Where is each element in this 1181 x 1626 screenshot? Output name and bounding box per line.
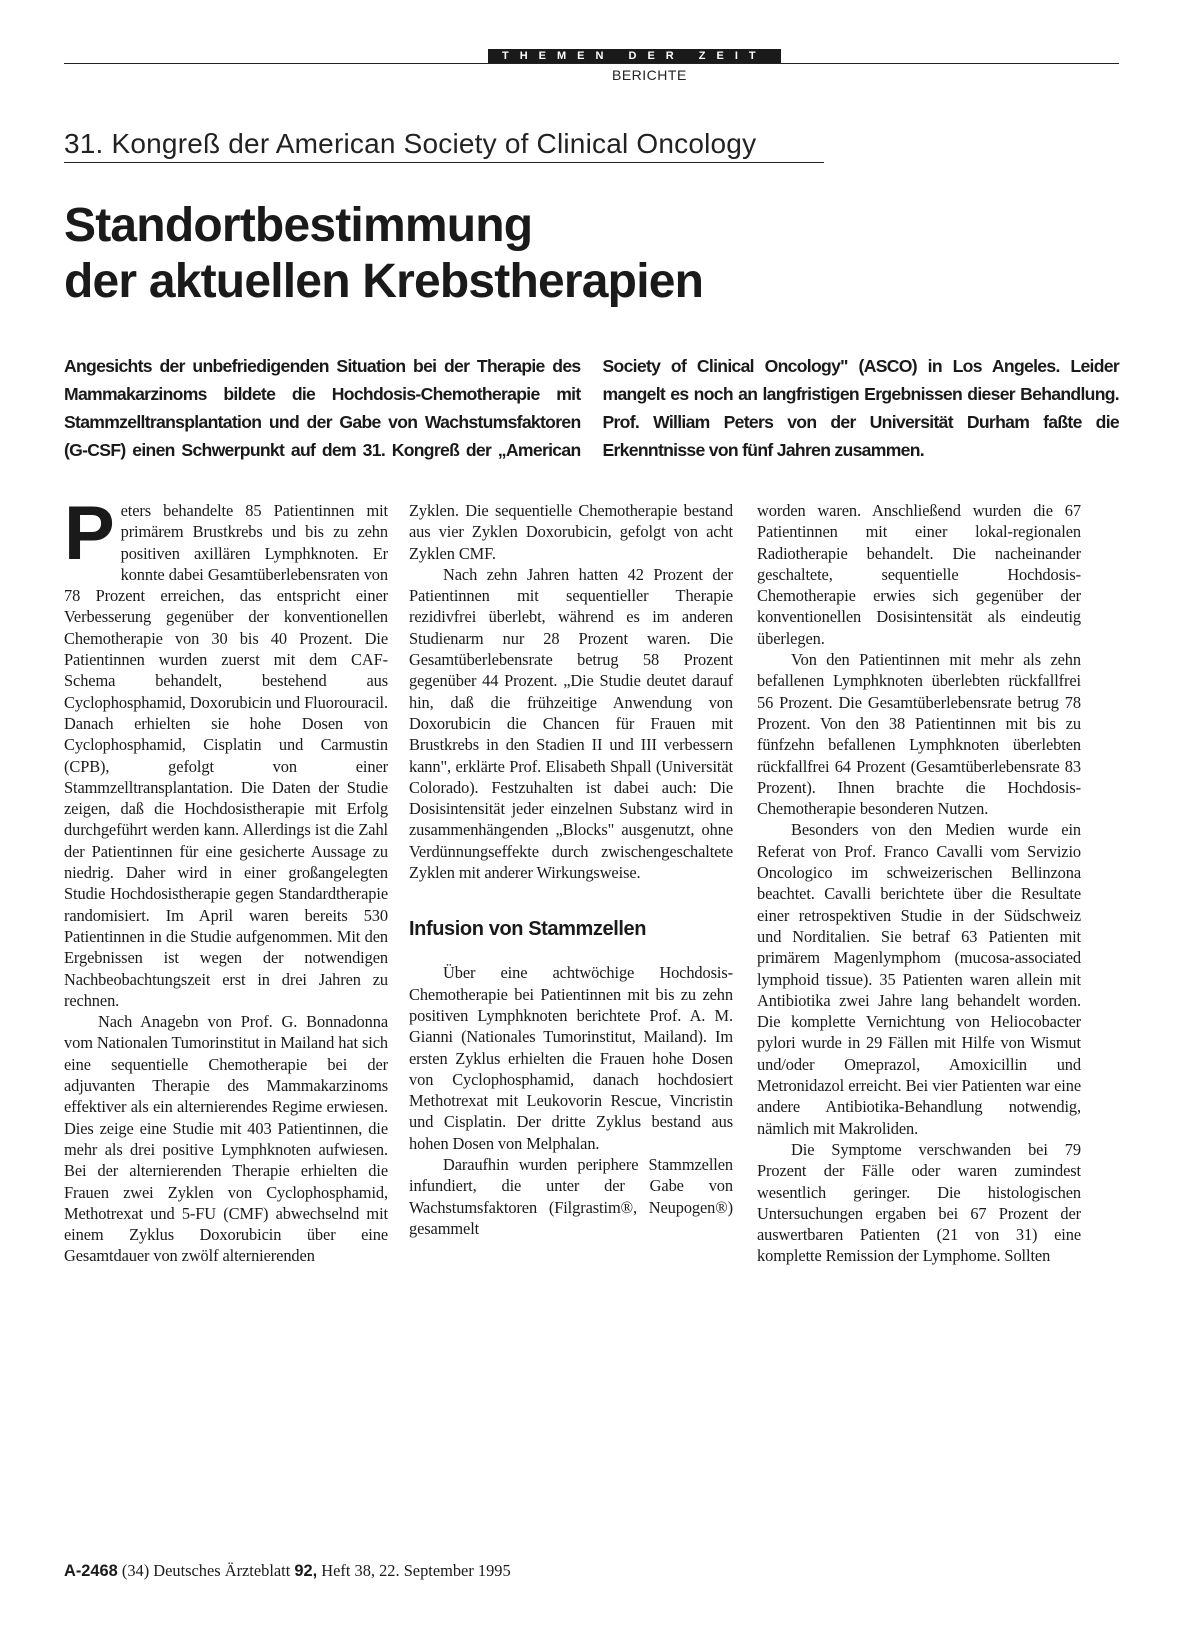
paragraph-text: eters behandelte 85 Patientinnen mit primärem Brustkrebs und bis zu zehn positiven axillären Lymphknoten. Er konnte dabei Gesamtüberlebensraten von 78 Prozent erreichen, das entspricht einer Verbesserung gegenüber der konventionellen Chemotherapie von 30 bis 40 Prozent. Die Patientinnen wurden zuerst mit dem CAF-Schema behandelt, bestehend aus Cyclophosphamid, Doxorubicin und Fluorouracil. Danach erhielten sie hohe Dosen von Cyclophosphamid, Cisplatin und Carmustin (CPB), gefolgt von einer Stammzelltransplantation. Die Daten der Studie zeigen, daß die Hochdosistherapie mit Erfolg durchgeführt werden kann. Allerdings ist die Zahl der Patientinnen für eine gesicherte Aussage zu niedrig. Daher wird in einer großangelegten Studie Hochdosistherapie gegen Standardtherapie randomisiert. Im April waren bereits 530 Patientinnen in die Studie aufgenommen. Mit den Ergebnissen ist wegen der notwendigen Nachbeobachtungszeit erst in drei Jahren zu rechnen. bbox=[64, 501, 388, 1010]
paragraph: Daraufhin wurden periphere Stammzellen infundiert, die unter der Gabe von Wachstumsfaktoren (Filgrastim®, Neupogen®) gesammelt bbox=[409, 1155, 733, 1238]
issue-prefix: (34) Deutsches Ärzteblatt bbox=[121, 1561, 291, 1580]
volume-number: 92, bbox=[294, 1562, 318, 1580]
headline-line-2: der aktuellen Krebstherapien bbox=[64, 255, 704, 308]
header-rule bbox=[64, 63, 1119, 64]
issue-date: Heft 38, 22. September 1995 bbox=[321, 1561, 511, 1580]
drop-cap: P bbox=[64, 491, 115, 576]
article-lead: Angesichts der unbefriedigenden Situation bei der Therapie des Mammakarzinoms bildete die Hochdosis-Chemotherapie mit Stammzelltransplantation und der Gabe von Wachstumsfaktoren (G-CSF) einen Schwerpunkt auf dem 31. Kongreß der „American Society of Clinical Oncology" (ASCO) in Los Angeles. Leider mangelt es noch an langfristigen Ergebnissen dieser Behandlung. Prof. William Peters von der Universität Durham faßte die Erkenntnisse von fünf Jahren zusammen. bbox=[64, 356, 1119, 460]
paragraph: Besonders von den Medien wurde ein Referat von Prof. Franco Cavalli vom Servizio Oncologico im schweizerischen Bellinzona beachtet. Cavalli berichtete über die Resultate einer retrospektiven Studie in der Südschweiz und Norditalien. Sie betraf 63 Patienten mit primärem Magenlymphom (mucosa-associated lymphoid tissue). 35 Patienten waren allein mit Antibiotika zwei Jahre lang behandelt worden. Die komplette Vernichtung von Heliocobacter pylori wurde in 29 Fällen mit Hilfe von Wismut und/oder Omeprazol, Amoxicillin und Metronidazol erreicht. Bei vier Patienten war eine andere Antibiotika-Behandlung notwendig, nämlich mit Makroliden. bbox=[757, 820, 1081, 1138]
body-column-3 bbox=[757, 500, 1081, 1267]
paragraph: Die Symptome verschwanden bei 79 Prozent der Fälle oder waren zumindest wesentlich geringer. Die histologischen Untersuchungen ergaben bei 67 Prozent der auswertbaren Patienten (21 von 31) eine komplette Remission der Lymphome. Sollten bbox=[757, 1139, 1081, 1266]
headline-line-1: Standortbestimmung bbox=[64, 199, 533, 252]
page-footer bbox=[64, 1561, 511, 1581]
section-tag: THEMEN DER ZEIT bbox=[488, 49, 781, 63]
paragraph: Nach Anagebn von Prof. G. Bonnadonna vom Nationalen Tumorinstitut in Mailand hat sich eine sequentielle Chemotherapie bei der adjuvanten Therapie des Mammakarzinoms effektiver als ein alternierendes Regime erwiesen. Dies zeige eine Studie mit 403 Patientinnen, die mehr als drei positive Lymphknoten aufwiesen. Bei der alternierenden Therapie erhielten die Frauen zwei Zyklen von Cyclophosphamid, Methotrexat und 5-FU (CMF) abwechselnd mit einem Zyklus Doxorubicin über eine Gesamtdauer von zwölf alternierenden bbox=[64, 1012, 388, 1266]
article-headline bbox=[64, 198, 1064, 310]
body-column-2 bbox=[409, 500, 733, 1239]
paragraph: Nach zehn Jahren hatten 42 Prozent der Patientinnen mit sequentieller Therapie rezidivfrei überlebt, während es im anderen Studienarm nur 28 Prozent waren. Die Gesamtüberlebensrate betrug 58 Prozent gegenüber 44 Prozent. „Die Studie deutet darauf hin, daß die frühzeitige Anwendung von Doxorubicin die Chancen für Frauen mit Brustkrebs in den Stadien II und III verbessern kann", erklärte Prof. Elisabeth Shpall (Universität Colorado). Festzuhalten ist dabei auch: Die Dosisintensität jeder einzelnen Substanz wird in zusammenhängenden „Blocks" ausgenutzt, ohne Verdünnungseffekte durch zwischengeschaltete Zyklen mit anderer Wirkungsweise. bbox=[409, 564, 733, 883]
paragraph: Zyklen. Die sequentielle Chemotherapie bestand aus vier Zyklen Doxorubicin, gefolgt von acht Zyklen CMF. bbox=[409, 501, 733, 563]
page-code: A-2468 bbox=[64, 1562, 118, 1580]
paragraph: Über eine achtwöchige Hochdosis-Chemotherapie bei Patientinnen mit bis zu zehn positiven Lymphknoten berichtete Prof. A. M. Gianni (Nationales Tumorinstitut, Mailand). Im ersten Zyklus erhielten die Frauen hohe Dosen von Cyclophosphamid, danach hochdosiert Methotrexat mit Leukovorin Rescue, Vincristin und Cisplatin. Der dritte Zyklus bestand aus hohen Dosen von Melphalan. bbox=[409, 963, 733, 1153]
paragraph bbox=[64, 491, 388, 1011]
article-kicker: 31. Kongreß der American Society of Clinical Oncology bbox=[64, 128, 824, 163]
body-column-1 bbox=[64, 491, 388, 1267]
section-header bbox=[64, 49, 1119, 83]
paragraph: worden waren. Anschließend wurden die 67 Patientinnen mit einer lokal-regionalen Radiotherapie behandelt. Die nacheinander geschaltete, sequentielle Hochdosis-Chemotherapie erwies sich gegenüber der konventionellen Dosisintensität als eindeutig überlegen. bbox=[757, 501, 1081, 648]
paragraph: Von den Patientinnen mit mehr als zehn befallenen Lymphknoten überlebten rückfallfrei 56 Prozent. Die Gesamtüberlebensrate betrug 78 Prozent. Von den 38 Patientinnen mit bis zu fünfzehn befallenen Lymphknoten überlebten rückfallfrei 64 Prozent (Gesamtüberlebensrate 83 Prozent). Ihnen brachte die Hochdosis-Chemotherapie besonderen Nutzen. bbox=[757, 650, 1081, 819]
section-subtitle: BERICHTE bbox=[612, 67, 687, 83]
section-subhead: Infusion von Stammzellen bbox=[409, 918, 647, 941]
